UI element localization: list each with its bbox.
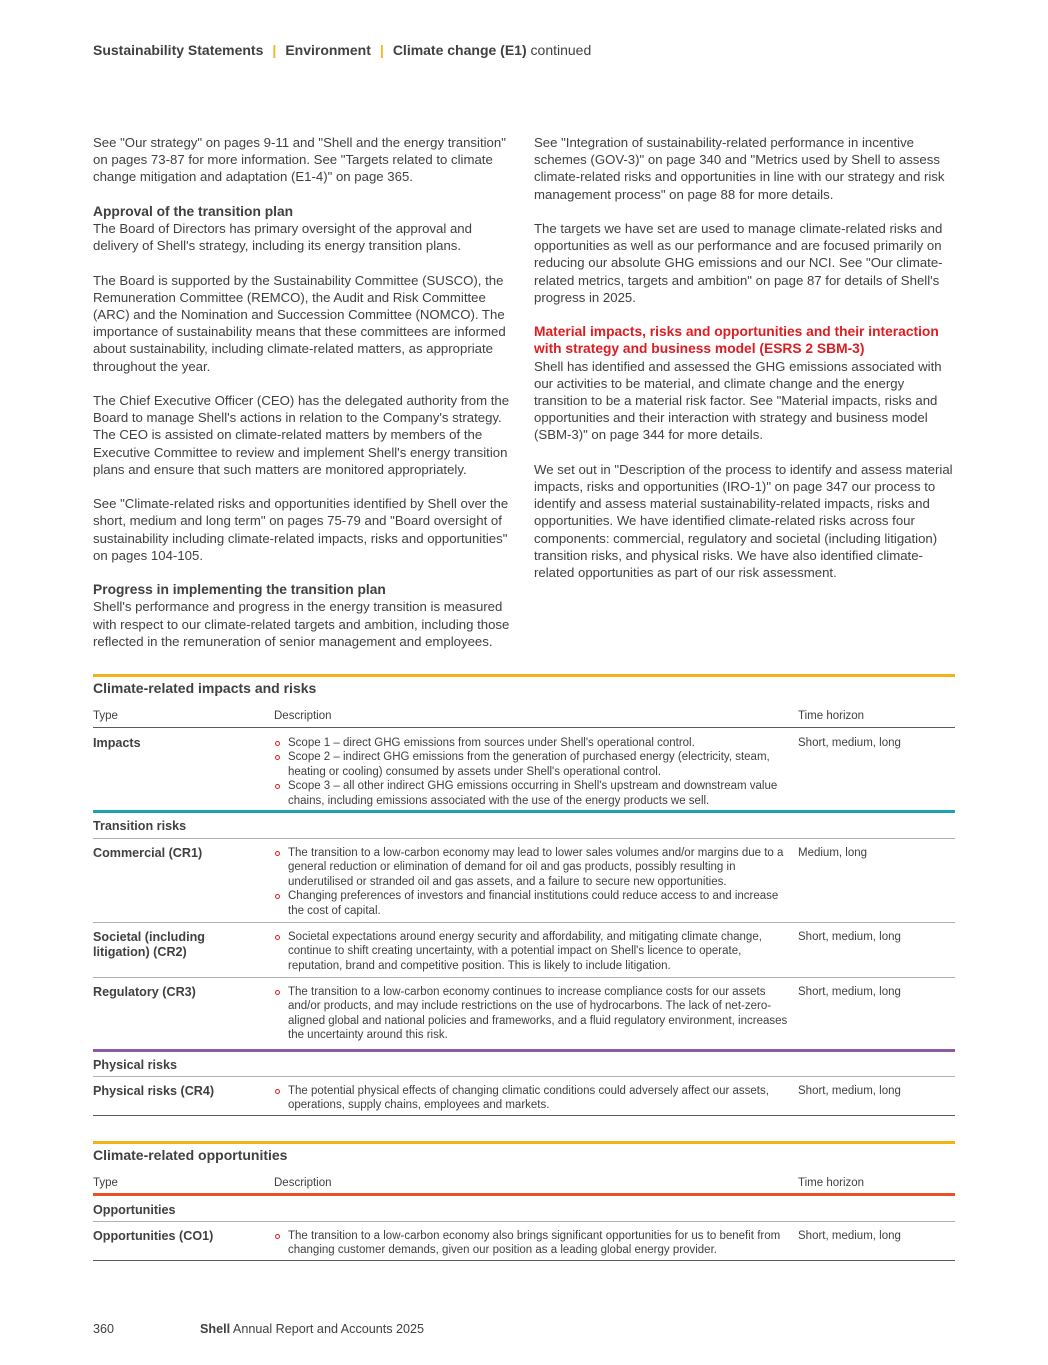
table-top-rule xyxy=(93,674,955,677)
row-type: Regulatory (CR3) xyxy=(93,985,196,999)
table-bottom-rule xyxy=(93,1260,955,1261)
row-divider xyxy=(93,977,955,978)
column-header-description: Description xyxy=(274,710,332,722)
left-text-column xyxy=(93,134,513,667)
page-number: 360 xyxy=(93,1322,115,1336)
subheading-transition-risks: Transition risks xyxy=(93,819,187,833)
row-type: Opportunities (CO1) xyxy=(93,1229,214,1243)
row-divider xyxy=(93,838,955,839)
bullet-item: Scope 3 – all other indirect GHG emissions occurring in Shell's upstream and downstream value chains, including emissions associated with the use of the energy products we sell. xyxy=(274,779,788,808)
header-rule xyxy=(93,727,955,728)
row-time-horizon: Short, medium, long xyxy=(798,931,901,943)
paragraph: We set out in "Description of the process to identify and assess material impacts, risks and opportunities (IRO-1)" on page 347 our process to identify and assess material sustainability-related impacts, risks and opportunities. We have identified climate-related risks across four components: commercial, regulatory and societal (including litigation) transition risks, and physical risks. We have also identified climate-related opportunities as part of our risk assessment. xyxy=(534,461,953,581)
opportunities-rule xyxy=(93,1193,955,1196)
paragraph: The Board is supported by the Sustainability Committee (SUSCO), the Remuneration Committee (REMCO), the Audit and Risk Committee (ARC) and the Nomination and Succession Committee (NOMCO). The importance of sustainability means that these committees are informed about sustainability, including climate-related matters, as appropriate throughout the year. xyxy=(93,272,506,374)
paragraph: See "Climate-related risks and opportunities identified by Shell over the short, medium and long term" on pages 75-79 and "Board oversight of sustainability including climate-related impacts, risks and opportunities" on pages 104-105. xyxy=(93,496,509,563)
column-header-description: Description xyxy=(274,1177,332,1189)
breadcrumb-climate-change: Climate change (E1) xyxy=(392,42,527,58)
footer-report-title: Annual Report and Accounts 2025 xyxy=(232,1322,425,1336)
section-heading-approval: Approval of the transition plan xyxy=(93,203,294,219)
column-header-type: Type xyxy=(93,710,118,722)
bullet-item: The transition to a low-carbon economy also brings significant opportunities for us to benefit from changing customer demands, given our position as a leading global energy provider. xyxy=(274,1229,788,1258)
row-divider xyxy=(93,1221,955,1222)
right-text-column xyxy=(534,134,956,598)
footer-brand: Shell xyxy=(200,1322,231,1336)
table-bottom-rule xyxy=(93,1115,955,1116)
bullet-item: The potential physical effects of changing climatic conditions could adversely affect our assets, operations, supply chains, employees and markets. xyxy=(274,1084,788,1113)
paragraph: The Chief Executive Officer (CEO) has the delegated authority from the Board to manage Shell's actions in relation to the Company's strategy. The CEO is assisted on climate-related matters by members of the Executive Committee to review and implement Shell's energy transition plans and ensure that such matters are monitored appropriately. xyxy=(93,393,510,477)
row-type: Impacts xyxy=(93,736,141,750)
page-footer xyxy=(93,1322,424,1336)
table-top-rule xyxy=(93,1141,955,1144)
row-description xyxy=(274,1229,788,1258)
row-time-horizon: Medium, long xyxy=(798,847,868,859)
paragraph: The targets we have set are used to manage climate-related risks and opportunities as well as our performance and are focused primarily on reducing our absolute GHG emissions and our NCI. See "Our climate-related metrics, targets and ambition" on page 87 for details of Shell's progress in 2025. xyxy=(534,221,943,305)
column-header-time-horizon: Time horizon xyxy=(798,710,865,722)
subheading-opportunities: Opportunities xyxy=(93,1203,176,1217)
row-type: Societal (including litigation) (CR2) xyxy=(93,930,205,959)
paragraph: See "Integration of sustainability-related performance in incentive schemes (GOV-3)" on page 340 and "Metrics used by Shell to assess climate-related risks and opportunities in line with our strategy and risk management process" on page 88 for more details. xyxy=(534,135,945,202)
row-description xyxy=(274,846,788,918)
row-divider xyxy=(93,1076,955,1077)
row-description xyxy=(274,736,788,808)
row-time-horizon: Short, medium, long xyxy=(798,737,901,749)
table-title-impacts-risks: Climate-related impacts and risks xyxy=(93,680,317,696)
bullet-item: Scope 1 – direct GHG emissions from sources under Shell's operational control. xyxy=(274,736,788,750)
paragraph: Shell's performance and progress in the energy transition is measured with respect to our climate-related targets and ambition, including those reflected in the remuneration of senior management and employees. xyxy=(93,599,510,649)
breadcrumb-continued: continued xyxy=(530,42,592,58)
column-header-time-horizon: Time horizon xyxy=(798,1177,865,1189)
row-time-horizon: Short, medium, long xyxy=(798,1085,901,1097)
breadcrumb-separator: | xyxy=(272,42,277,58)
bullet-item: The transition to a low-carbon economy may lead to lower sales volumes and/or margins due to a general reduction or elimination of demand for oil and gas products, possibly resulting in underutilised or stranded oil and gas assets, and a failure to secure new opportunities. xyxy=(274,846,788,889)
row-time-horizon: Short, medium, long xyxy=(798,1230,901,1242)
page-header-breadcrumb xyxy=(93,42,591,58)
bullet-item: The transition to a low-carbon economy continues to increase compliance costs for our assets and/or products, and may include restrictions on the use of hydrocarbons. The lack of net-zero-aligned global and national policies and frameworks, and a fluid regulatory environment, increases the uncertainty around this risk. xyxy=(274,985,788,1043)
row-description xyxy=(274,985,788,1043)
paragraph: The Board of Directors has primary oversight of the approval and delivery of Shell's strategy, including its energy transition plans. xyxy=(93,221,472,254)
row-time-horizon: Short, medium, long xyxy=(798,986,901,998)
bullet-item: Societal expectations around energy security and affordability, and mitigating climate change, continue to shift creating uncertainty, with a potential impact on Shell's licence to operate, reputation, brand and competitive position. This is likely to include litigation. xyxy=(274,930,788,973)
breadcrumb-sustainability: Sustainability Statements xyxy=(93,42,264,58)
row-type: Physical risks (CR4) xyxy=(93,1084,215,1098)
paragraph: See "Our strategy" on pages 9-11 and "Shell and the energy transition" on pages 73-87 for more information. See "Targets related to climate change mitigation and adaptation (E1-4)" on page 365. xyxy=(93,135,506,185)
transition-risks-rule xyxy=(93,810,955,813)
column-header-type: Type xyxy=(93,1177,118,1189)
subheading-physical-risks: Physical risks xyxy=(93,1058,178,1072)
row-description xyxy=(274,930,788,973)
breadcrumb-separator: | xyxy=(379,42,384,58)
paragraph: Shell has identified and assessed the GHG emissions associated with our activities to be material, and climate change and the energy transition to be a material risk factor. See "Material impacts, risks and opportunities and their interaction with strategy and business model (SBM-3)" on page 344 for more details. xyxy=(534,358,942,443)
row-description xyxy=(274,1084,788,1113)
table-title-opportunities: Climate-related opportunities xyxy=(93,1147,288,1163)
row-divider xyxy=(93,922,955,923)
bullet-item: Changing preferences of investors and financial institutions could reduce access to and increase the cost of capital. xyxy=(274,889,788,918)
physical-risks-rule xyxy=(93,1049,955,1052)
section-heading-material-impacts: Material impacts, risks and opportunities and their interaction with strategy and business model (ESRS 2 SBM-3) xyxy=(534,324,939,357)
bullet-item: Scope 2 – indirect GHG emissions from the generation of purchased energy (electricity, steam, heating or cooling) consumed by assets under Shell's operational control. xyxy=(274,750,788,779)
row-type: Commercial (CR1) xyxy=(93,846,203,860)
breadcrumb-environment: Environment xyxy=(285,42,371,58)
section-heading-progress: Progress in implementing the transition plan xyxy=(93,582,386,598)
